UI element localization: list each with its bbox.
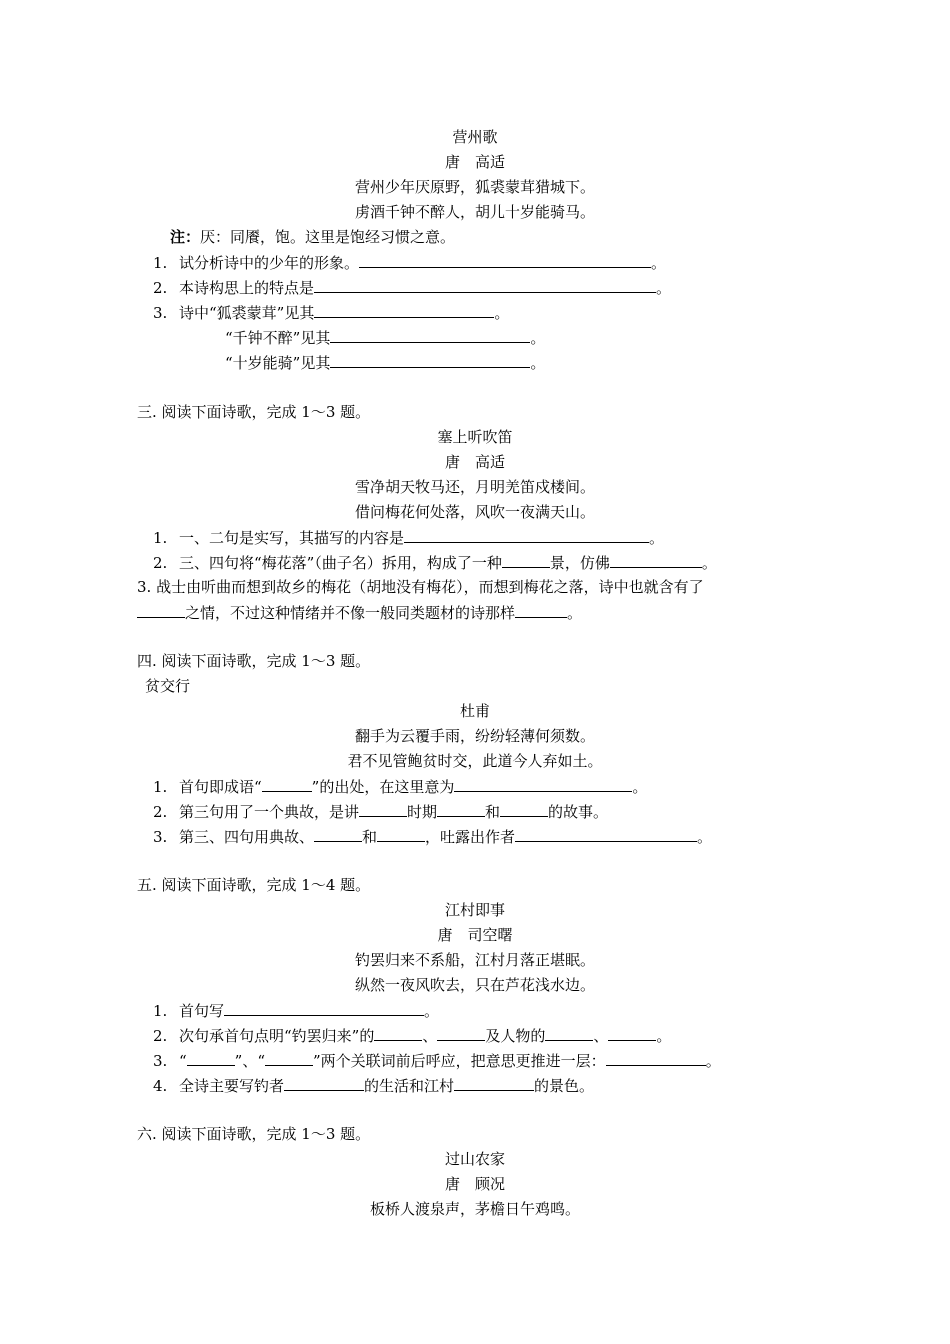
poem-line: 钓罢归来不系船，江村月落正堪眠。 [354,951,595,969]
question-text: 景，仿佛 [549,554,610,572]
answer-blank[interactable] [284,1075,364,1091]
question-text: ”的出处，在这里意为 [311,778,455,796]
poem-line: 君不见管鲍贫时交，此道今人弃如土。 [347,752,603,770]
question-text: 和 [485,803,501,821]
question-text: 和 [362,828,378,846]
answer-blank[interactable] [500,801,548,817]
answer-blank[interactable] [330,327,530,343]
answer-blank[interactable] [359,252,651,268]
question-text: 、 [422,1027,438,1045]
answer-blank[interactable] [437,801,485,817]
question-text: 。 [632,778,648,796]
poem-line: 虏酒千钟不醉人，胡儿十岁能骑马。 [354,203,595,221]
answer-blank[interactable] [262,776,312,792]
poem-line: 雪净胡天牧马还，月明羌笛戍楼间。 [354,478,595,496]
question-text: 。 [656,279,672,297]
question-number: 2. [153,279,168,297]
question [137,577,704,597]
question-text: ”、“ [234,1052,266,1070]
poem-line: 借问梅花何处落，风吹一夜满天山。 [354,503,595,521]
question [153,252,666,273]
question-text: “千钟不醉”见其 [225,329,331,347]
question-text: “十岁能骑”见其 [225,354,331,372]
question-text: 及人物的 [485,1027,546,1045]
question-text: 的景色。 [534,1077,595,1095]
note-label: 注： [170,228,201,246]
question-text: 。 [656,1027,672,1045]
poem-line: 翻手为云覆手雨，纷纷轻薄何须数。 [354,727,595,745]
answer-blank[interactable] [265,1050,313,1066]
answer-blank[interactable] [359,801,407,817]
question-text: 、 [593,1027,609,1045]
question-number: 2. [153,803,168,821]
poem-title-pinjiaoxing: 贫交行 [145,677,191,695]
question-text: 。 [567,604,583,622]
question-text: 三、四句将“梅花落”（曲子名）拆用，构成了一种 [179,554,502,572]
poem-author: 杜甫 [459,702,490,720]
question [153,552,717,573]
answer-blank[interactable] [454,1075,534,1091]
answer-blank[interactable] [515,602,567,618]
question-text: 之情，不过这种情绪并不像一般同类题材的诗那样 [185,604,516,622]
question-text: 次句承首句点明“钓罢归来”的 [179,1027,375,1045]
question-text: 的生活和江村 [364,1077,455,1095]
question-text: 。 [530,329,546,347]
question-text: 。 [494,304,510,322]
question-text: 一、二句是实写，其描写的内容是 [179,529,405,547]
answer-blank[interactable] [187,1050,235,1066]
question-text: ，吐露出作者 [425,828,516,846]
section-heading: 四. 阅读下面诗歌，完成 1～3 题。 [137,652,371,670]
question-text: 。 [651,254,667,272]
question [153,527,664,548]
question-number: 3. [153,828,168,846]
question-number: 1. [153,778,168,796]
answer-blank[interactable] [224,1000,424,1016]
poem-title-yingzhouge: 营州歌 [452,128,498,146]
question-number: 2. [153,554,168,572]
answer-blank[interactable] [608,1025,656,1041]
question-text: 。 [530,354,546,372]
question-number: 1. [153,529,168,547]
answer-blank[interactable] [314,302,494,318]
question-text: 第三句用了一个典故，是讲 [179,803,360,821]
question-subline [225,327,545,348]
question-text: 。 [649,529,665,547]
poem-author: 唐 司空曙 [437,926,513,944]
question-subline [225,352,545,373]
section-heading: 五. 阅读下面诗歌，完成 1～4 题。 [137,876,371,894]
question [153,302,509,323]
question [153,801,608,822]
poem-line: 纵然一夜风吹去，只在芦花浅水边。 [354,976,595,994]
question [153,1025,671,1046]
poem-title-guoshannongjia: 过山农家 [444,1150,505,1168]
question-text: 3. 战士由听曲而想到故乡的梅花（胡地没有梅花），而想到梅花之落，诗中也就含有了 [137,578,704,596]
question-text: 。 [697,828,713,846]
question-number: 4. [153,1077,168,1095]
section-heading: 三. 阅读下面诗歌，完成 1～3 题。 [137,403,371,421]
answer-blank[interactable] [545,1025,593,1041]
question-text: 首句写 [179,1002,225,1020]
poem-line: 板桥人渡泉声，茅檐日午鸡鸣。 [369,1200,580,1218]
question-continuation [137,602,582,623]
poem-author: 唐 顾况 [444,1175,505,1193]
answer-blank[interactable] [314,277,656,293]
answer-blank[interactable] [314,826,362,842]
question-text: 全诗主要写钓者 [179,1077,285,1095]
note-text: 厌：同餍，饱。这里是饱经习惯之意。 [200,228,456,246]
poem-author: 唐 高适 [444,453,505,471]
question [153,277,671,298]
answer-blank[interactable] [404,527,649,543]
poem-line: 营州少年厌原野，狐裘蒙茸猎城下。 [354,178,595,196]
note [170,227,455,247]
question-text: 试分析诗中的少年的形象。 [179,254,360,272]
question [153,776,647,797]
answer-blank[interactable] [377,826,425,842]
answer-blank[interactable] [437,1025,485,1041]
question-text: 。 [701,554,717,572]
poem-title-jiangcunjishi: 江村即事 [444,901,505,919]
question-text: 首句即成语“ [179,778,262,796]
question-text: 第三、四句用典故、 [179,828,315,846]
answer-blank[interactable] [502,552,550,568]
question-text: 。 [705,1052,721,1070]
question-text: ”两个关联词前后呼应，把意思更推进一层： [313,1052,606,1070]
question-number: 3. [153,1052,168,1070]
question [153,826,712,847]
poem-title-saishangtingchuidi: 塞上听吹笛 [437,428,513,446]
question-number: 2. [153,1027,168,1045]
question [153,1075,594,1096]
answer-blank[interactable] [606,1050,706,1066]
question-number: 3. [153,304,168,322]
question [153,1000,439,1021]
question-number: 1. [153,1002,168,1020]
answer-blank[interactable] [330,352,530,368]
answer-blank[interactable] [374,1025,422,1041]
section-heading: 六. 阅读下面诗歌，完成 1～3 题。 [137,1125,371,1143]
question [153,1050,721,1071]
answer-blank[interactable] [515,826,697,842]
question-text: “ [179,1052,187,1070]
question-text: 的故事。 [548,803,609,821]
question-number: 1. [153,254,168,272]
question-text: 。 [424,1002,440,1020]
question-text: 诗中“狐裘蒙茸”见其 [179,304,315,322]
question-text: 时期 [407,803,438,821]
answer-blank[interactable] [610,552,702,568]
answer-blank[interactable] [137,602,185,618]
answer-blank[interactable] [454,776,632,792]
poem-author: 唐 高适 [444,153,505,171]
question-text: 本诗构思上的特点是 [179,279,315,297]
